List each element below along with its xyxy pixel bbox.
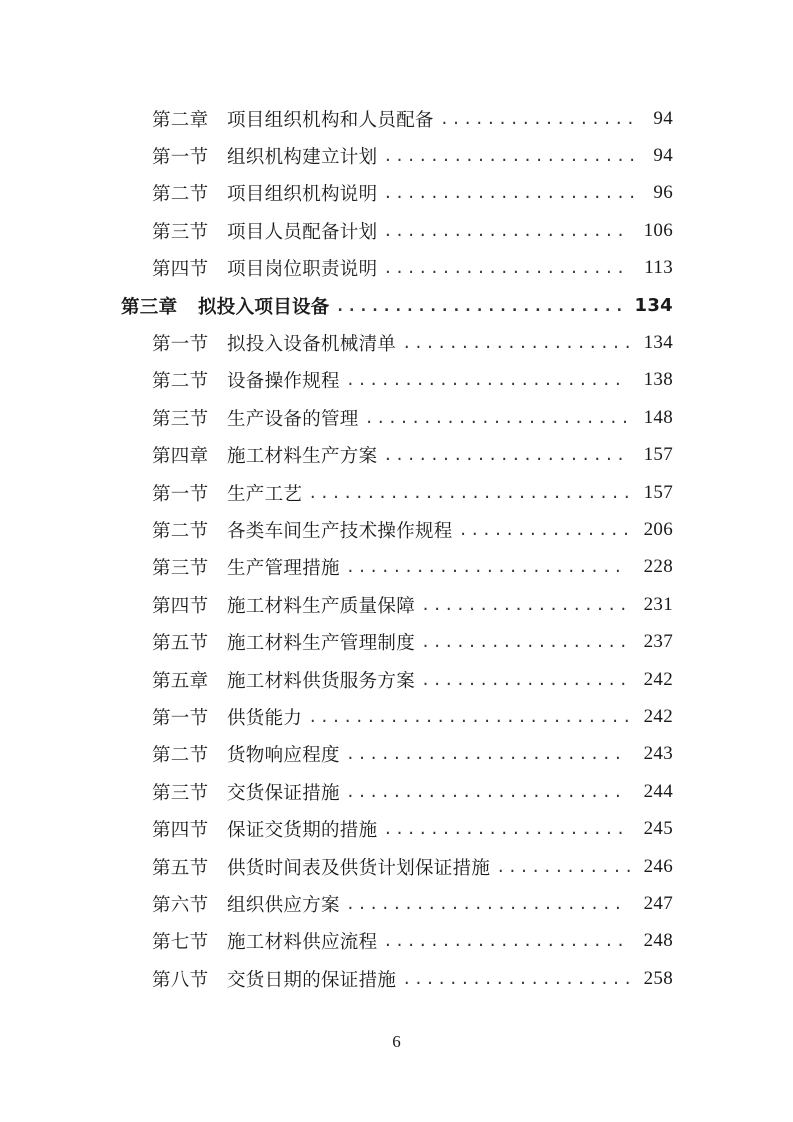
- toc-leader-dots: ......................: [383, 147, 640, 166]
- toc-entry[interactable]: [0, 698, 793, 735]
- toc-entry-page: 206: [643, 518, 673, 540]
- toc-entry[interactable]: [0, 773, 793, 810]
- toc-leader-dots: ..................: [421, 670, 631, 689]
- toc-entry-page: 94: [653, 107, 673, 129]
- toc-entry-number: 第一节: [152, 334, 209, 356]
- toc-entry-page: 138: [643, 369, 673, 391]
- toc-entry-number: 第三节: [152, 408, 209, 430]
- toc-entry-page: 231: [643, 593, 673, 615]
- toc-entry[interactable]: [0, 848, 793, 885]
- toc-entry-page: 247: [643, 892, 673, 914]
- toc-entry-page: 237: [643, 631, 673, 653]
- toc-entry-number: 第四节: [152, 259, 209, 281]
- toc-entry[interactable]: [0, 212, 793, 249]
- toc-entry-page: 148: [643, 406, 673, 428]
- toc-entry-page: 248: [643, 930, 673, 952]
- toc-entry-title: 施工材料生产方案: [227, 446, 378, 468]
- toc-entry[interactable]: [0, 586, 793, 623]
- toc-entry-number: 第四章: [152, 446, 209, 468]
- toc-entry-number: 第八节: [152, 969, 209, 991]
- toc-entry[interactable]: [0, 549, 793, 586]
- toc-leader-dots: ............: [496, 857, 636, 876]
- toc-entry-page: 258: [643, 967, 673, 989]
- toc-entry-page: 96: [653, 182, 673, 204]
- toc-entry[interactable]: [0, 960, 793, 997]
- toc-entry[interactable]: [0, 885, 793, 922]
- toc-entry-number: 第二节: [152, 745, 209, 767]
- toc-entry-number: 第二节: [152, 184, 209, 206]
- toc-entry-title: 货物响应程度: [227, 745, 340, 767]
- toc-entry-title: 项目组织机构和人员配备: [227, 109, 434, 131]
- toc-entry-number: 第二节: [152, 371, 209, 393]
- toc-leader-dots: ....................: [402, 334, 635, 353]
- toc-entry-page: 246: [643, 855, 673, 877]
- toc-entry[interactable]: [0, 474, 793, 511]
- toc-leader-dots: ..................: [421, 595, 631, 614]
- toc-entry[interactable]: [0, 661, 793, 698]
- toc-leader-dots: ...............: [458, 520, 634, 539]
- toc-entry-page: 134: [634, 295, 673, 317]
- toc-leader-dots: ........................: [345, 745, 625, 764]
- toc-entry-number: 第二章: [152, 109, 209, 131]
- toc-entry[interactable]: [0, 623, 793, 660]
- toc-leader-dots: .........................: [335, 296, 627, 315]
- toc-entry-page: 134: [643, 332, 673, 354]
- toc-entry-title: 施工材料生产质量保障: [227, 595, 416, 617]
- toc-entry-title: 拟投入项目设备: [198, 296, 330, 318]
- toc-entry-number: 第六节: [152, 894, 209, 916]
- toc-entry-title: 设备操作规程: [227, 371, 340, 393]
- toc-entry-page: 157: [643, 481, 673, 503]
- toc-entry-title: 项目组织机构说明: [227, 184, 378, 206]
- toc-entry-page: 113: [644, 257, 673, 279]
- toc-entry-number: 第一节: [152, 707, 209, 729]
- toc-entry-page: 242: [643, 705, 673, 727]
- toc-entry-title: 交货保证措施: [227, 782, 340, 804]
- toc-entry[interactable]: [0, 736, 793, 773]
- toc-leader-dots: ........................: [345, 558, 625, 577]
- toc-leader-dots: .....................: [383, 820, 628, 839]
- toc-leader-dots: ........................: [345, 894, 625, 913]
- page-number: 6: [392, 1032, 401, 1051]
- toc-entry-number: 第四节: [152, 595, 209, 617]
- toc-entry-number: 第三节: [152, 558, 209, 580]
- toc-entry-number: 第五章: [152, 670, 209, 692]
- toc-entry[interactable]: [0, 324, 793, 361]
- toc-entry[interactable]: [0, 437, 793, 474]
- toc-entry-title: 生产管理措施: [227, 558, 340, 580]
- toc-leader-dots: .....................: [383, 259, 628, 278]
- toc-leader-dots: .................: [439, 109, 638, 128]
- toc-entry-page: 244: [643, 780, 673, 802]
- toc-entry-number: 第五节: [152, 857, 209, 879]
- toc-entry-title: 组织机构建立计划: [227, 147, 378, 169]
- toc-entry-number: 第五节: [152, 633, 209, 655]
- toc-entry-page: 106: [643, 219, 673, 241]
- toc-entry-number: 第七节: [152, 932, 209, 954]
- toc-leader-dots: ............................: [308, 707, 634, 726]
- toc-entry-number: 第二节: [152, 520, 209, 542]
- toc-leader-dots: ............................: [308, 483, 634, 502]
- toc-entry-title: 生产设备的管理: [227, 408, 359, 430]
- toc-entry[interactable]: [0, 175, 793, 212]
- toc-leader-dots: ........................: [345, 782, 625, 801]
- toc-entry-title: 各类车间生产技术操作规程: [227, 520, 453, 542]
- toc-entry-title: 施工材料供应流程: [227, 932, 378, 954]
- toc-entry-title: 生产工艺: [227, 483, 303, 505]
- toc-leader-dots: ..................: [421, 633, 631, 652]
- toc-entry-page: 157: [643, 444, 673, 466]
- toc-leader-dots: ........................: [345, 371, 625, 390]
- toc-entry[interactable]: [0, 250, 793, 287]
- toc-entry-page: 228: [643, 556, 673, 578]
- toc-entry[interactable]: [0, 810, 793, 847]
- toc-entry-title: 供货时间表及供货计划保证措施: [227, 857, 491, 879]
- toc-entry[interactable]: [0, 511, 793, 548]
- toc-entry-number: 第一节: [152, 147, 209, 169]
- toc-entry[interactable]: [0, 137, 793, 174]
- toc-entry-page: 94: [653, 145, 673, 167]
- toc-entry-title: 项目人员配备计划: [227, 221, 378, 243]
- toc-entry-title: 组织供应方案: [227, 894, 340, 916]
- toc-entry-number: 第三节: [152, 782, 209, 804]
- table-of-contents: [0, 100, 793, 997]
- toc-entry-number: 第三节: [152, 221, 209, 243]
- toc-entry-number: 第三章: [121, 296, 178, 318]
- toc-entry-title: 项目岗位职责说明: [227, 259, 378, 281]
- toc-entry-title: 拟投入设备机械清单: [227, 334, 397, 356]
- toc-leader-dots: .....................: [383, 446, 628, 465]
- toc-leader-dots: .....................: [383, 932, 628, 951]
- toc-entry[interactable]: [0, 100, 793, 137]
- toc-leader-dots: .......................: [364, 408, 633, 427]
- toc-entry-page: 243: [643, 743, 673, 765]
- toc-entry-title: 施工材料生产管理制度: [227, 633, 416, 655]
- toc-entry-number: 第一节: [152, 483, 209, 505]
- toc-leader-dots: .....................: [383, 221, 628, 240]
- toc-entry-title: 保证交货期的措施: [227, 820, 378, 842]
- toc-entry-page: 245: [643, 818, 673, 840]
- toc-entry-title: 交货日期的保证措施: [227, 969, 397, 991]
- toc-entry-number: 第四节: [152, 820, 209, 842]
- toc-leader-dots: ......................: [383, 184, 640, 203]
- toc-chapter-entry[interactable]: [0, 287, 793, 324]
- toc-entry-title: 施工材料供货服务方案: [227, 670, 416, 692]
- toc-entry-title: 供货能力: [227, 707, 303, 729]
- toc-entry-page: 242: [643, 668, 673, 690]
- toc-entry[interactable]: [0, 923, 793, 960]
- toc-entry[interactable]: [0, 362, 793, 399]
- toc-entry[interactable]: [0, 399, 793, 436]
- toc-leader-dots: ....................: [402, 969, 635, 988]
